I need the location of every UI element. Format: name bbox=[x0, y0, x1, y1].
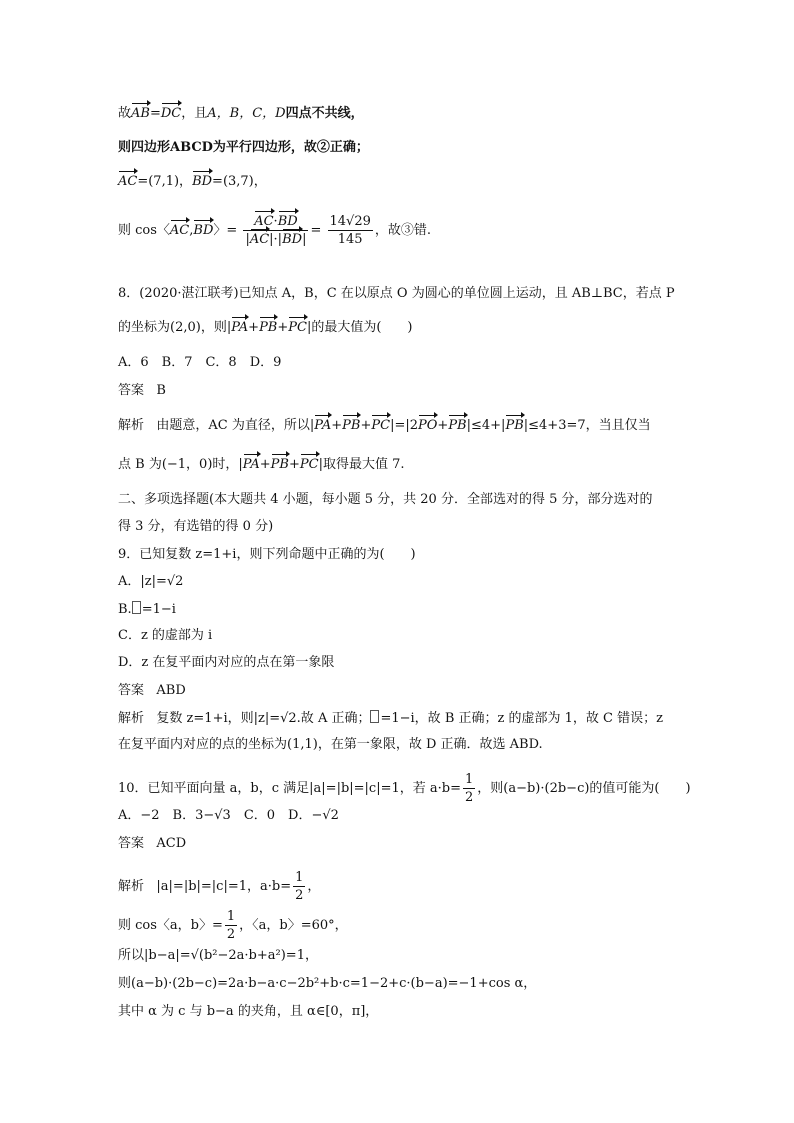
vector-bd: BD bbox=[282, 232, 303, 247]
q10-solution-line2 bbox=[118, 909, 348, 942]
text: |≤4+3=7，当且仅当 bbox=[523, 418, 651, 433]
text: 四点不共线， bbox=[285, 106, 364, 121]
vector-ac: AC bbox=[118, 174, 138, 189]
vector-ac: AC bbox=[249, 232, 270, 247]
vector-ac: AC bbox=[169, 223, 190, 238]
solution-label: 解析 bbox=[118, 418, 145, 433]
fraction-result bbox=[328, 214, 373, 247]
fraction-one-half bbox=[463, 772, 475, 805]
q9-solution-line2: 在复平面内对应的点的坐标为(1,1)，在第一象限，故 D 正确．故选 ABD. bbox=[118, 737, 543, 752]
answer-label: 答案 bbox=[118, 836, 145, 851]
q10-solution-line3: 所以|b−a|=√(b²−2a·b+a²)=1， bbox=[118, 948, 318, 963]
vector-dc: DC bbox=[160, 106, 182, 121]
text: 复数 z=1+i，则|z|=√2.故 A 正确； bbox=[156, 711, 371, 726]
q9-option-d: D．z 在复平面内对应的点在第一象限 bbox=[118, 655, 335, 670]
text: 由题意，AC 为直径，所以| bbox=[156, 418, 315, 433]
text: 则 cos〈a，b〉= bbox=[118, 918, 223, 933]
vector-pb: PB bbox=[259, 320, 278, 335]
answer-value: B bbox=[156, 383, 166, 398]
text: =1−i，故 B 正确；z 的虚部为 1，故 C 错误；z bbox=[380, 711, 663, 726]
q9-option-c: C．z 的虚部为 i bbox=[118, 628, 213, 643]
q8-options: A．6 B．7 C．8 D．9 bbox=[118, 355, 282, 370]
q9-option-b: B. =1−i bbox=[118, 602, 176, 617]
vector-pa: PA bbox=[231, 320, 249, 335]
fraction-one-half bbox=[225, 909, 237, 942]
line-cos-angle: 则 cos〈AC,BD〉= $\frac{AC\cdot BD}{|AC|\cdot|BD|}$ = $\frac{14√29}{145}$ ，故③错. bbox=[118, 214, 432, 247]
numerator: 1 bbox=[226, 909, 236, 924]
answer-value: ACD bbox=[156, 836, 187, 851]
q8-answer bbox=[118, 383, 166, 399]
text: |a|=|b|=|c|=1，a·b= bbox=[156, 879, 292, 894]
fraction-one-half bbox=[293, 870, 305, 903]
text: =1−i bbox=[141, 602, 176, 617]
text: ，〈a，b〉=60°， bbox=[239, 918, 348, 933]
text: = bbox=[310, 223, 322, 238]
line-vector-coords bbox=[118, 174, 267, 190]
text: 〉= bbox=[213, 223, 238, 238]
answer-label: 答案 bbox=[118, 383, 145, 398]
vector-pc: PC bbox=[288, 320, 307, 335]
q9-option-a: A．|z|=√2 bbox=[118, 574, 184, 589]
section2-heading-line2: 得 3 分，有选错的得 0 分) bbox=[118, 519, 274, 534]
q10-solution-line1 bbox=[118, 870, 320, 903]
text: 点 B 为(−1，0)时，| bbox=[118, 457, 243, 472]
line-parallelogram: 则四边形ABCD为平行四边形，故②正确； bbox=[118, 140, 369, 155]
vector-po: PO bbox=[418, 418, 438, 433]
vector-bd: BD bbox=[277, 214, 298, 229]
numerator: 1 bbox=[295, 870, 304, 885]
missing-glyph-box bbox=[132, 601, 141, 614]
q10-stem bbox=[118, 772, 691, 805]
solution-label: 解析 bbox=[118, 879, 145, 894]
q8-solution-line2: 点 B 为(−1，0)时，|PA+PB+PC|取得最大值 7. bbox=[118, 457, 405, 472]
vector-pa: PA bbox=[314, 418, 332, 433]
vector-ab: AB bbox=[131, 106, 150, 121]
numerator: 1 bbox=[464, 772, 474, 787]
vector-pc: PC bbox=[299, 457, 319, 472]
text: =(3,7)， bbox=[212, 174, 267, 189]
text: |的最大值为( ) bbox=[306, 320, 413, 335]
text: =(7,1)， bbox=[137, 174, 193, 189]
points: A，B，C，D bbox=[207, 106, 286, 121]
vector-pb: PB bbox=[448, 418, 467, 433]
vector-pb: PB bbox=[342, 418, 361, 433]
fraction-dot-over-norms: $\frac{AC\cdot BD}{|AC|\cdot|BD|}$ bbox=[245, 214, 307, 247]
denominator: 2 bbox=[295, 888, 304, 903]
text: |≤4+| bbox=[466, 418, 506, 433]
text: ， bbox=[307, 879, 321, 894]
q9-answer bbox=[118, 683, 186, 699]
section2-heading-line1: 二、多项选择题(本大题共 4 小题，每小题 5 分，共 20 分．全部选对的得 5 分，部分选对的 bbox=[118, 492, 653, 507]
q8-solution-line1: 解析 由题意，AC 为直径，所以|PA+PB+PC|=|2PO+PB|≤4+|PB|≤4+3=7，当且仅当 bbox=[118, 418, 651, 433]
text: ，且 bbox=[181, 106, 208, 121]
vector-pa: PA bbox=[242, 457, 260, 472]
text: 的坐标为(2,0)，则| bbox=[118, 320, 232, 335]
vector-ac: AC bbox=[254, 214, 274, 229]
q10-solution-line5: 其中 α 为 c 与 b−a 的夹角，且 α∈[0，π]， bbox=[118, 1004, 379, 1019]
line-parallel-vectors bbox=[118, 106, 364, 122]
numerator: 14√29 bbox=[329, 214, 371, 229]
solution-label: 解析 bbox=[118, 711, 145, 726]
vector-pb: PB bbox=[270, 457, 289, 472]
text: 则 cos〈 bbox=[118, 223, 170, 238]
text: |取得最大值 7. bbox=[318, 457, 405, 472]
text: ，故③错. bbox=[374, 223, 432, 238]
answer-value: ABD bbox=[156, 683, 186, 698]
q8-stem-line2: 的坐标为(2,0)，则|PA+PB+PC|的最大值为( ) bbox=[118, 320, 413, 335]
denominator: 145 bbox=[337, 232, 363, 247]
vector-bd: BD bbox=[193, 223, 214, 238]
q10-options: A．−2 B．3−√3 C．0 D．−√2 bbox=[118, 808, 339, 823]
q10-solution-line4: 则(a−b)·(2b−c)=2a·b−a·c−2b²+b·c=1−2+c·(b−a)=−1+cos α， bbox=[118, 976, 537, 991]
q10-answer bbox=[118, 836, 186, 852]
denominator: 2 bbox=[464, 790, 474, 805]
denominator: 2 bbox=[226, 927, 236, 942]
answer-label: 答案 bbox=[118, 683, 145, 698]
q9-solution-line1 bbox=[118, 710, 663, 727]
text: = bbox=[149, 106, 161, 121]
missing-glyph-box bbox=[370, 710, 379, 723]
vector-pc: PC bbox=[371, 418, 391, 433]
text: 10．已知平面向量 a，b，c 满足|a|=|b|=|c|=1，若 a·b= bbox=[118, 781, 461, 796]
vector-pb: PB bbox=[505, 418, 524, 433]
vector-bd: BD bbox=[192, 174, 213, 189]
text: 故 bbox=[118, 106, 132, 121]
q8-stem-line1: 8．(2020·湛江联考)已知点 A，B，C 在以原点 O 为圆心的单位圆上运动，且 AB⊥BC，若点 P bbox=[118, 286, 675, 301]
text: |=|2 bbox=[390, 418, 418, 433]
text: ，则(a−b)·(2b−c)的值可能为( ) bbox=[477, 781, 691, 796]
q9-stem: 9．已知复数 z=1+i，则下列命题中正确的为( ) bbox=[118, 547, 416, 562]
